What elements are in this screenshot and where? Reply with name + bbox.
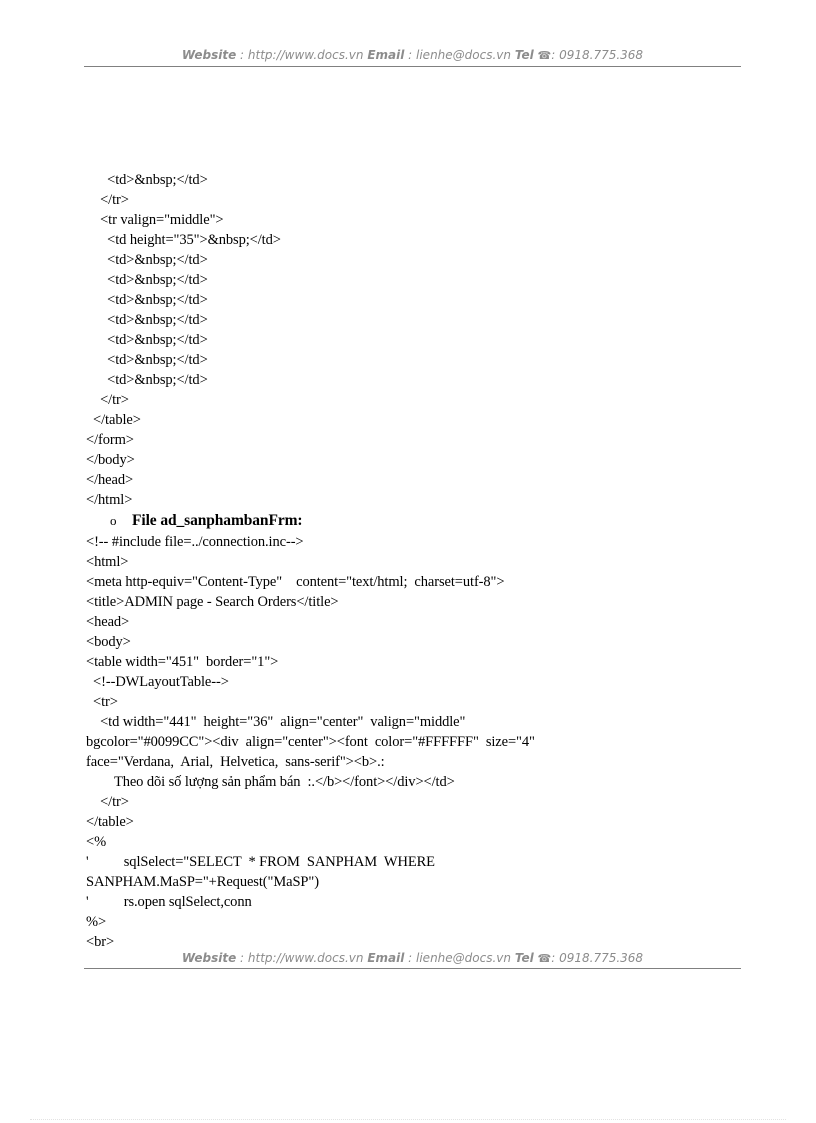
code-line: face="Verdana, Arial, Helvetica, sans-serif"><b>.: xyxy=(86,754,385,770)
code-line: <tr> xyxy=(86,694,118,710)
code-line: <html> xyxy=(86,554,129,570)
header-email-label: Email xyxy=(367,48,405,62)
code-line: </head> xyxy=(86,472,134,488)
code-line: <td>&nbsp;</td> xyxy=(86,332,208,348)
bullet-icon: o xyxy=(110,513,117,528)
code-line: ' rs.open sqlSelect,conn xyxy=(86,894,252,910)
code-line: <br> xyxy=(86,934,115,950)
footer-email-value: : lienhe@docs.vn xyxy=(404,951,515,965)
code-line: </tr> xyxy=(86,192,129,208)
section-title: File ad_sanphambanFrm: xyxy=(132,512,303,529)
header-email-value: : lienhe@docs.vn xyxy=(404,48,515,62)
code-line: <td>&nbsp;</td> xyxy=(86,172,208,188)
code-line: <!-- #include file=../connection.inc--> xyxy=(86,534,304,550)
code-line: <% xyxy=(86,834,107,850)
code-line: <td>&nbsp;</td> xyxy=(86,372,208,388)
code-line: <td>&nbsp;</td> xyxy=(86,272,208,288)
section-heading xyxy=(86,510,736,532)
footer-email-label: Email xyxy=(367,951,405,965)
code-line: </html> xyxy=(86,492,133,508)
code-line: </tr> xyxy=(86,794,129,810)
code-line: <table width="451" border="1"> xyxy=(86,654,279,670)
code-line: Theo dõi số lượng sản phẩm bán :.</b></font></div></td> xyxy=(86,774,455,790)
phone-icon: ☎ xyxy=(537,952,552,965)
code-line: <td height="35">&nbsp;</td> xyxy=(86,232,281,248)
phone-icon: ☎ xyxy=(537,49,552,62)
code-line: <tr valign="middle"> xyxy=(86,212,224,228)
code-line: </table> xyxy=(86,412,141,428)
header-tel-value: : 0918.775.368 xyxy=(551,48,644,62)
footer-contact-line xyxy=(84,951,741,965)
code-line: <title>ADMIN page - Search Orders</title> xyxy=(86,594,339,610)
code-line: <!--DWLayoutTable--> xyxy=(86,674,229,690)
code-line: <td>&nbsp;</td> xyxy=(86,352,208,368)
code-line: </form> xyxy=(86,432,134,448)
header-rule xyxy=(84,66,741,67)
document-body xyxy=(86,170,736,952)
code-line: <meta http-equiv="Content-Type" content="text/html; charset=utf-8"> xyxy=(86,574,505,590)
code-line: </body> xyxy=(86,452,135,468)
code-line: SANPHAM.MaSP="+Request("MaSP") xyxy=(86,874,319,890)
header-website-value: : http://www.docs.vn xyxy=(236,48,368,62)
page-edge-divider xyxy=(30,1119,786,1120)
footer-website-label: Website xyxy=(181,951,237,965)
code-line: <td>&nbsp;</td> xyxy=(86,252,208,268)
code-line: <body> xyxy=(86,634,131,650)
code-block-bottom xyxy=(86,532,736,952)
code-line: <td width="441" height="36" align="center" valign="middle" xyxy=(86,714,466,730)
code-block-top xyxy=(86,170,736,510)
code-line: <head> xyxy=(86,614,130,630)
header-website-label: Website xyxy=(181,48,237,62)
code-line: %> xyxy=(86,914,107,930)
code-line: ' sqlSelect="SELECT * FROM SANPHAM WHERE xyxy=(86,854,435,870)
code-line: <td>&nbsp;</td> xyxy=(86,292,208,308)
footer-tel-label: Tel xyxy=(514,951,534,965)
footer-rule xyxy=(84,968,741,969)
footer-website-value: : http://www.docs.vn xyxy=(236,951,368,965)
header-contact-line xyxy=(84,48,741,62)
code-line: </table> xyxy=(86,814,134,830)
code-line: <td>&nbsp;</td> xyxy=(86,312,208,328)
header-tel-label: Tel xyxy=(514,48,534,62)
code-line: bgcolor="#0099CC"><div align="center"><font color="#FFFFFF" size="4" xyxy=(86,734,535,750)
footer-tel-value: : 0918.775.368 xyxy=(551,951,644,965)
code-line: </tr> xyxy=(86,392,129,408)
